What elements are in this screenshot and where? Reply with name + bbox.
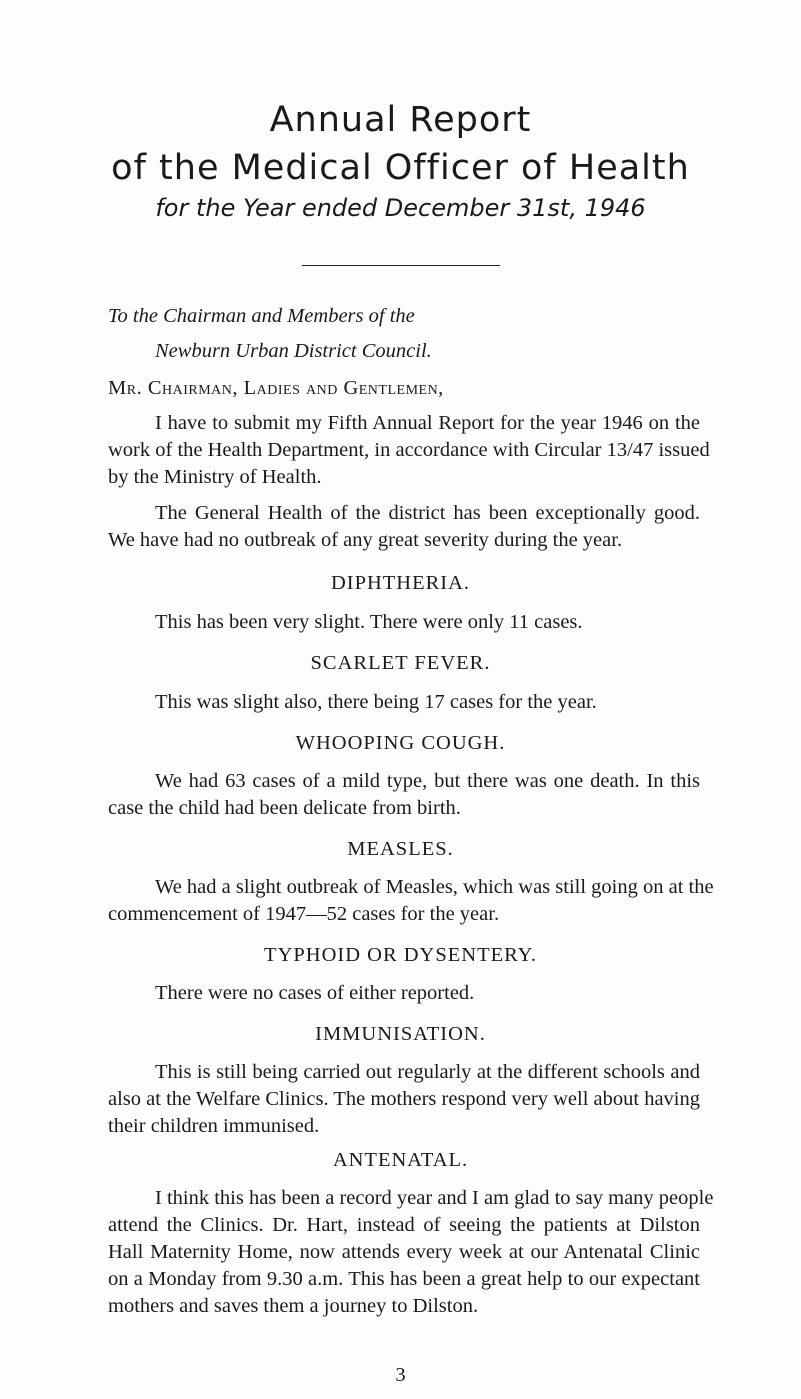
heading-typhoid-dysentery: TYPHOID OR DYSENTERY. xyxy=(264,944,537,966)
antenatal-line1: I think this has been a record year and I am glad to say many people xyxy=(155,1187,714,1209)
antenatal-line5: mothers and saves them a journey to Dilston. xyxy=(108,1295,479,1317)
report-title: Annual Report xyxy=(269,100,532,140)
heading-diphtheria: DIPHTHERIA. xyxy=(330,572,471,594)
antenatal-line3: Hall Maternity Home, now attends every week at our Antenatal Clinic xyxy=(108,1241,700,1263)
intro-para1-line1: I have to submit my Fifth Annual Report for the year 1946 on the xyxy=(155,412,700,434)
heading-scarlet-fever: SCARLET FEVER. xyxy=(310,652,491,674)
intro-para1-line3: by the Ministry of Health. xyxy=(108,466,322,488)
immunisation-line2: also at the Welfare Clinics. The mothers respond very well about having xyxy=(108,1088,700,1110)
report-year-line: for the Year ended December 31st, 1946 xyxy=(155,194,646,222)
measles-line1: We had a slight outbreak of Measles, which was still going on at the xyxy=(155,876,714,898)
report-subtitle: of the Medical Officer of Health xyxy=(111,148,690,188)
whooping-cough-line2: case the child had been delicate from birth. xyxy=(108,797,461,819)
title-divider xyxy=(302,265,500,266)
intro-para2-line1: The General Health of the district has been exceptionally good. xyxy=(155,502,700,524)
immunisation-line1: This is still being carried out regularly at the different schools and xyxy=(155,1061,700,1083)
address-line-1: To the Chairman and Members of the xyxy=(108,305,415,327)
immunisation-line3: their children immunised. xyxy=(108,1115,320,1137)
antenatal-line4: on a Monday from 9.30 a.m. This has been a great help to our expectant xyxy=(108,1268,700,1290)
salutation: Mr. Chairman, Ladies and Gentlemen, xyxy=(108,377,444,399)
heading-measles: MEASLES. xyxy=(347,838,454,860)
measles-line2: commencement of 1947—52 cases for the year. xyxy=(108,903,500,925)
typhoid-dysentery-text: There were no cases of either reported. xyxy=(155,982,475,1004)
intro-para2-line2: We have had no outbreak of any great severity during the year. xyxy=(108,529,623,551)
page-number: 3 xyxy=(395,1364,406,1386)
antenatal-line2: attend the Clinics. Dr. Hart, instead of seeing the patients at Dilston xyxy=(108,1214,700,1236)
address-line-2: Newburn Urban District Council. xyxy=(155,340,432,362)
whooping-cough-line1: We had 63 cases of a mild type, but there was one death. In this xyxy=(155,770,700,792)
scarlet-fever-text: This was slight also, there being 17 cases for the year. xyxy=(155,691,597,713)
heading-immunisation: IMMUNISATION. xyxy=(315,1023,486,1045)
diphtheria-text: This has been very slight. There were only 11 cases. xyxy=(155,611,583,633)
heading-whooping-cough: WHOOPING COUGH. xyxy=(295,732,506,754)
heading-antenatal: ANTENATAL. xyxy=(332,1149,469,1171)
intro-para1-line2: work of the Health Department, in accordance with Circular 13/47 issued xyxy=(108,439,710,461)
